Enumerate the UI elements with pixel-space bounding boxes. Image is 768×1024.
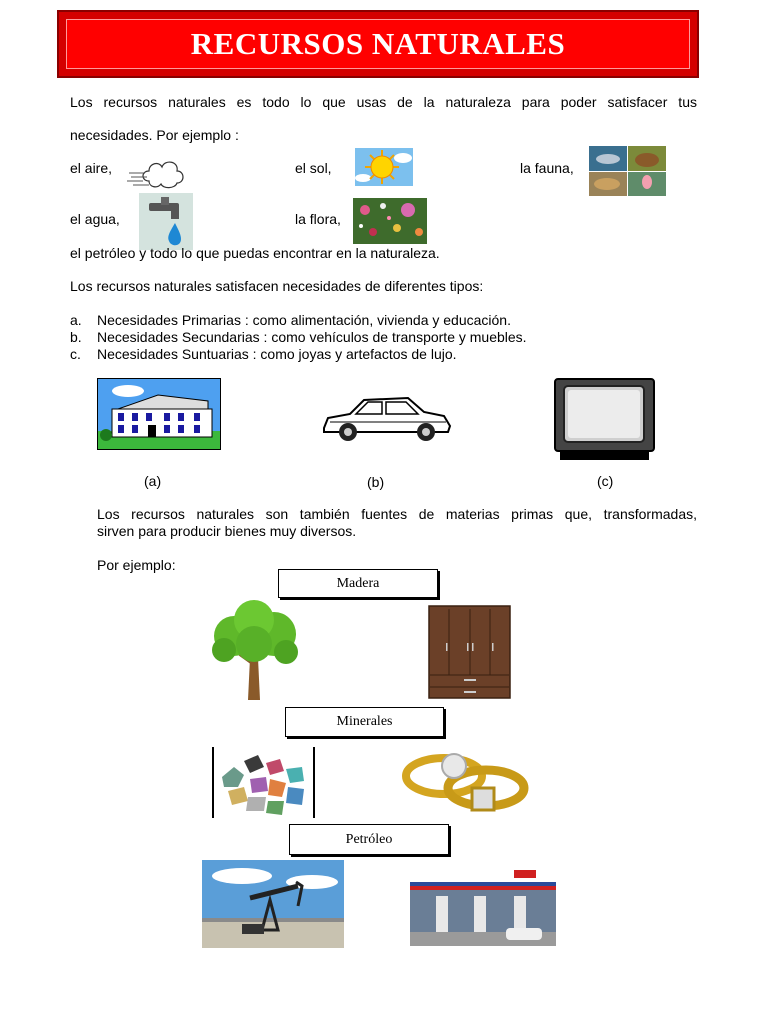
car-illustration [320, 392, 452, 446]
minerals-image [212, 747, 315, 818]
needs-intro: Los recursos naturales satisfacen necesidades de diferentes tipos: [70, 278, 484, 294]
title-banner-inner [66, 19, 690, 69]
title-banner [57, 10, 699, 78]
tree-image [204, 598, 304, 702]
materials-line-1: Los recursos naturales son también fuentes de materias primas que, transformadas, [97, 506, 697, 522]
minerales-box [285, 707, 444, 737]
example-petroleo-text: el petróleo y todo lo que puedas encontrar en la naturaleza. [70, 245, 440, 261]
madera-box [278, 569, 438, 598]
petroleo-label: Petróleo [345, 831, 393, 847]
example-aire-label: el aire, [70, 160, 113, 176]
materials-line-2: sirven para producir bienes muy diversos. [97, 523, 357, 539]
example-fauna-label: la fauna, [520, 160, 574, 176]
flora-image [353, 198, 427, 244]
example-sol-label: el sol, [295, 160, 332, 176]
madera-label: Madera [336, 575, 380, 591]
list-text: Necesidades Suntuarias : como joyas y artefactos de lujo. [97, 346, 457, 362]
water-tap-image [139, 193, 193, 250]
petroleo-box [289, 824, 449, 855]
house-illustration [97, 378, 221, 450]
intro-line-1: Los recursos naturales es todo lo que usas de la naturaleza para poder satisfacer tus [70, 94, 697, 110]
wardrobe-image [428, 605, 511, 699]
list-text: Necesidades Secundarias : como vehículos de transporte y muebles. [97, 329, 527, 345]
sun-image [355, 148, 413, 186]
page-title: RECURSOS NATURALES [190, 26, 566, 61]
example-agua-label: el agua, [70, 211, 120, 227]
wind-cloud-icon [127, 151, 187, 191]
list-text: Necesidades Primarias : como alimentación, vivienda y educación. [97, 312, 511, 328]
caption-a: (a) [144, 473, 162, 489]
caption-c: (c) [597, 473, 614, 489]
fauna-image [589, 146, 666, 196]
tv-illustration [554, 378, 655, 462]
list-marker: a. [70, 312, 82, 328]
example-label: Por ejemplo: [97, 557, 176, 573]
minerales-label: Minerales [336, 714, 393, 729]
example-flora-label: la flora, [295, 211, 341, 227]
oil-pump-image [202, 860, 344, 948]
gas-station-image [410, 866, 556, 946]
list-marker: b. [70, 329, 82, 345]
caption-b: (b) [367, 474, 385, 490]
intro-line-2: necesidades. Por ejemplo : [70, 127, 239, 143]
rings-image [398, 742, 530, 818]
list-marker: c. [70, 346, 81, 362]
